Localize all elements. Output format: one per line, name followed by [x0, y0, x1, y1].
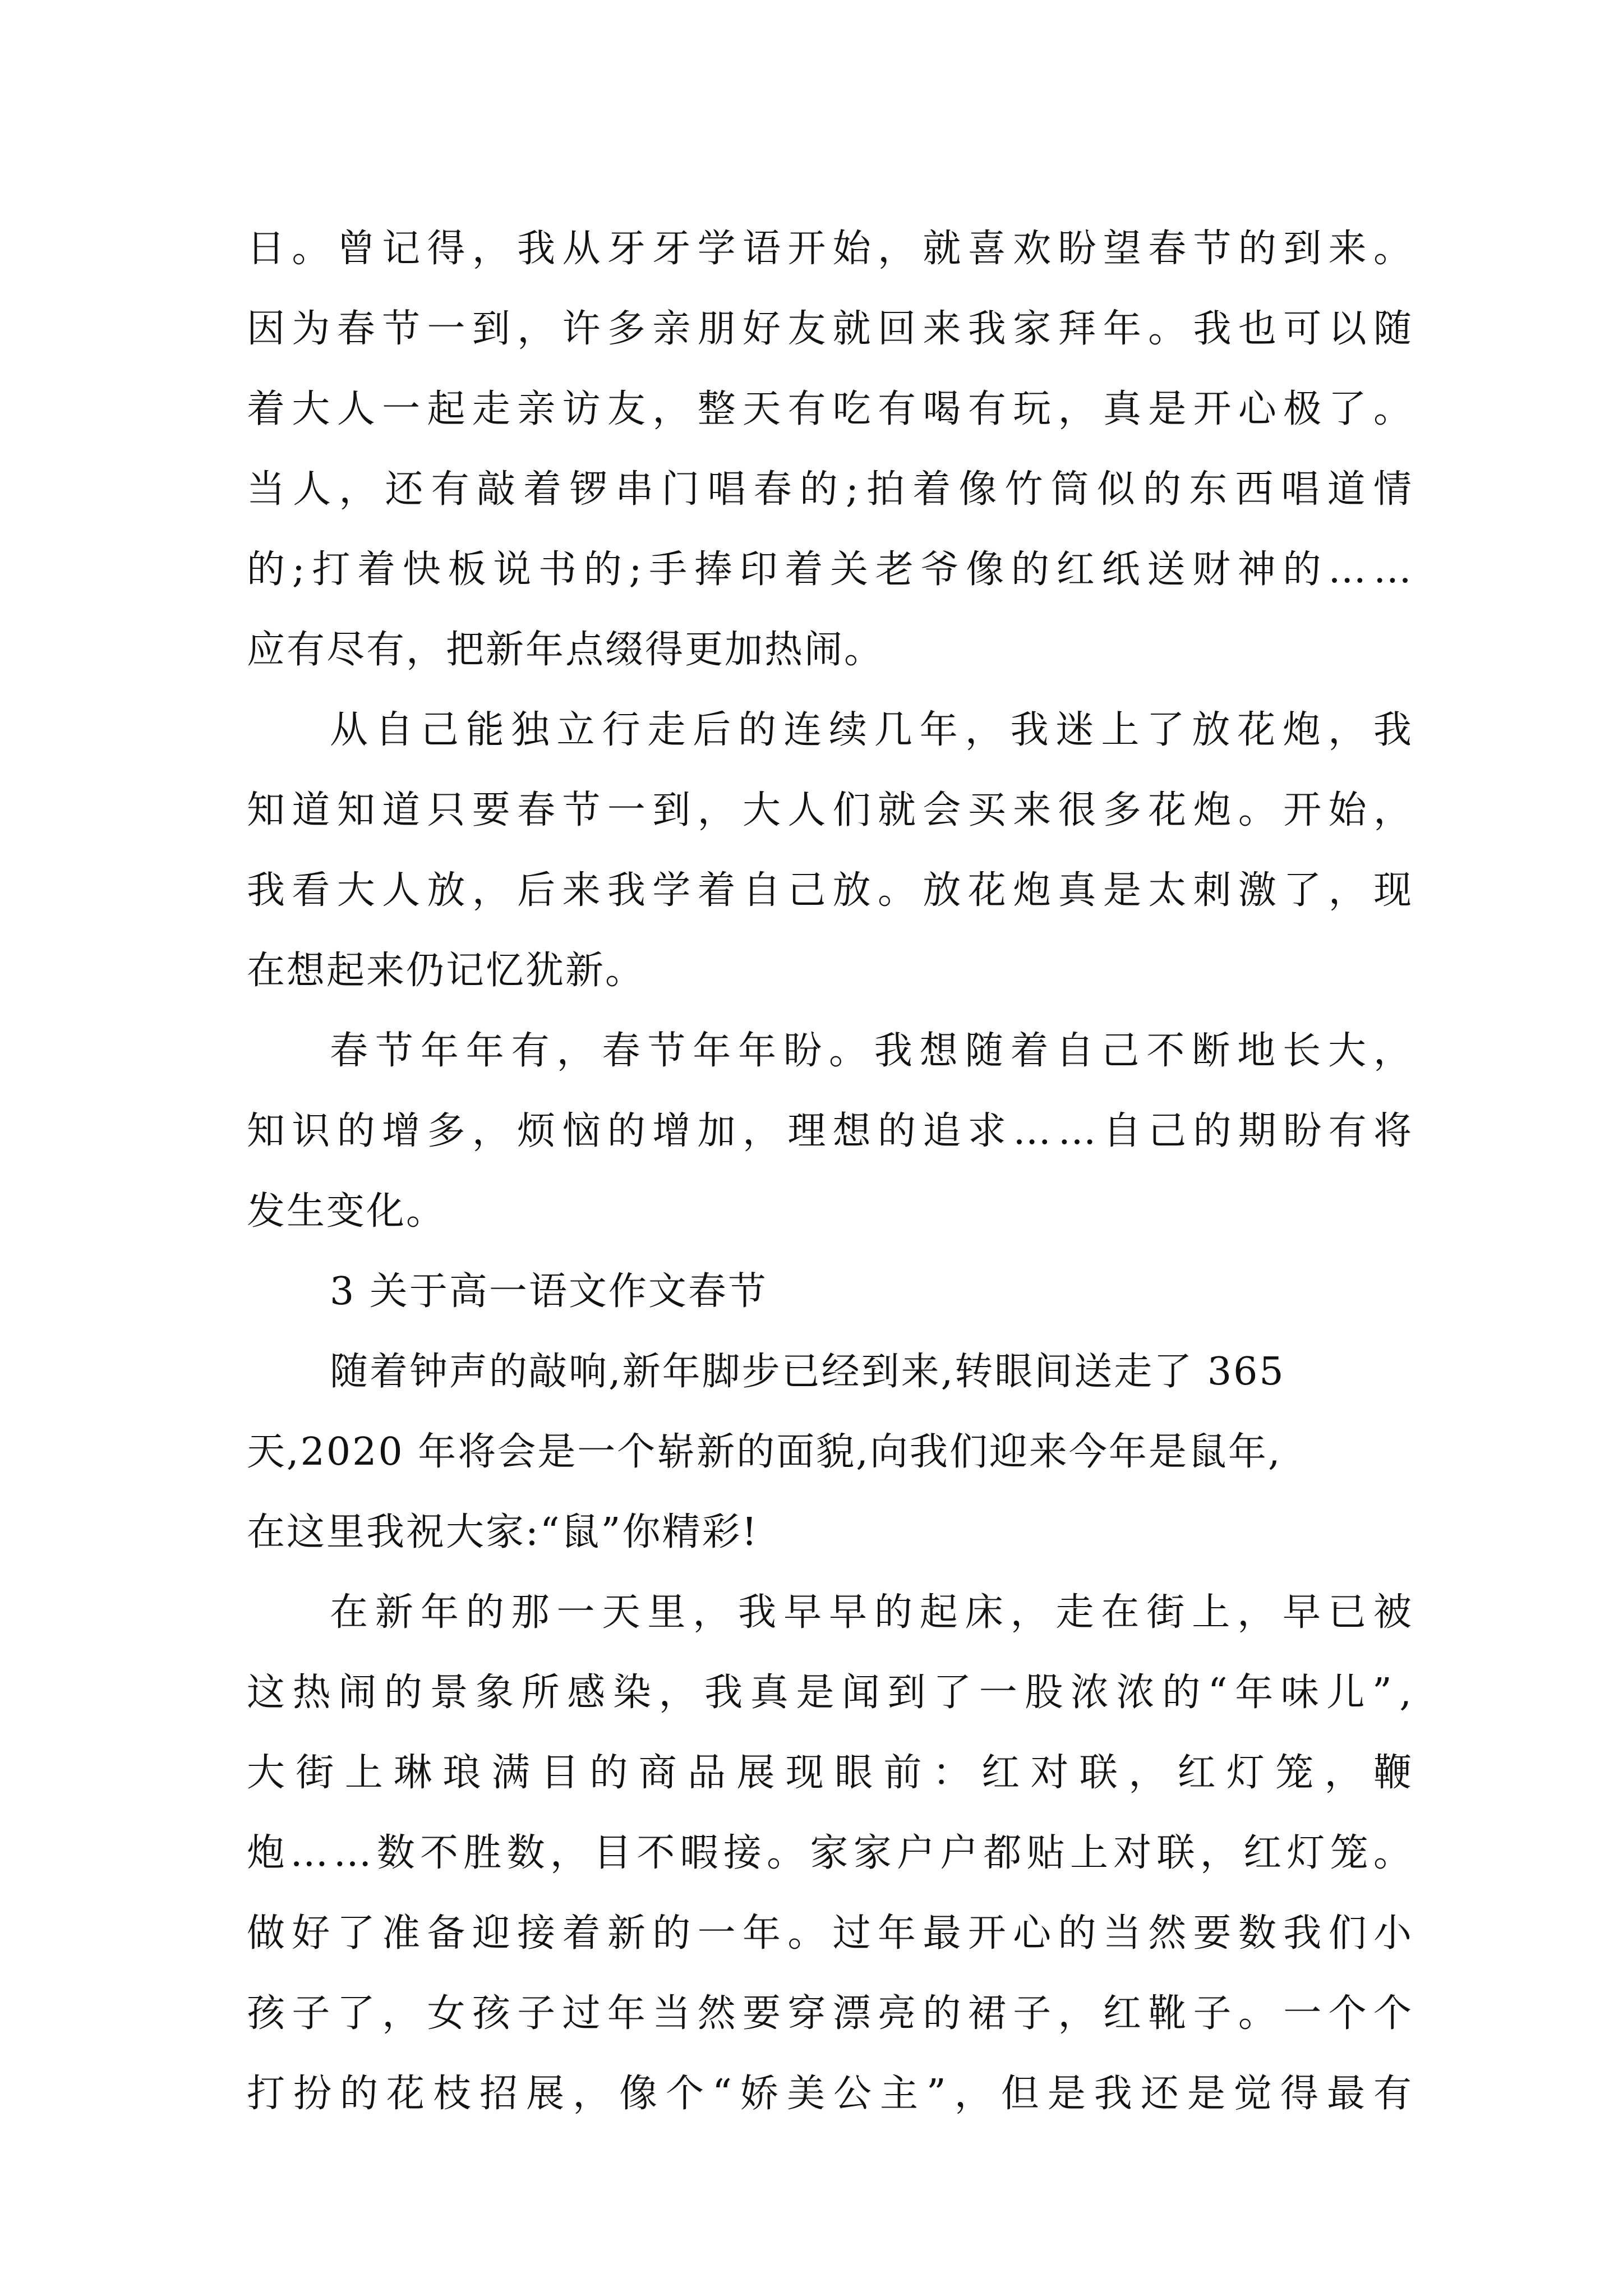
- paragraph: [247, 1572, 1413, 2134]
- text-line: 因 为 春 节 一 到 ， 许 多 亲 朋 好 友 就 回 来 我 家 拜 年 。 我 也 可 以 随: [247, 307, 1413, 351]
- text-line: 炮 … … 数 不 胜 数 ， 目 不 暇 接 。 家 家 户 户 都 贴 上 对 联 ， 红 灯 笼 。: [247, 1831, 1413, 1875]
- document-body: [247, 209, 1413, 2134]
- text-line: 在 新 年 的 那 一 天 里 ， 我 早 早 的 起 床 ， 走 在 街 上 ， 早 已 被: [330, 1590, 1413, 1635]
- paragraph: [247, 209, 1413, 690]
- text-line: 这 热 闹 的 景 象 所 感 染 ， 我 真 是 闻 到 了 一 股 浓 浓 的 “ 年 味 儿 ” ,: [247, 1671, 1413, 1715]
- paragraph: [247, 690, 1413, 1011]
- section-heading: [247, 1251, 1413, 1332]
- text-line: 大 街 上 琳 琅 满 目 的 商 品 展 现 眼 前 ： 红 对 联 ， 红 灯 笼 ， 鞭: [247, 1751, 1413, 1795]
- text-line: 天,2020 年将会是一个崭新的面貌,向我们迎来今年是鼠年,: [247, 1430, 1282, 1474]
- text-line: 知 道 知 道 只 要 春 节 一 到 ， 大 人 们 就 会 买 来 很 多 花 炮 。 开 始 ，: [247, 788, 1413, 832]
- text-line: 打 扮 的 花 枝 招 展 ， 像 个 “ 娇 美 公 主 ” ， 但 是 我 还 是 觉 得 最 有: [247, 2072, 1413, 2116]
- text-line: 随着钟声的敲响,新年脚步已经到来,转眼间送走了 365: [330, 1350, 1285, 1394]
- heading-line: 3 关于高一语文作文春节: [330, 1269, 768, 1314]
- text-line: 在这里我祝大家:“鼠”你精彩!: [247, 1510, 759, 1554]
- text-line: 在想起来仍记忆犹新。: [247, 949, 645, 993]
- text-line: 我 看 大 人 放 ， 后 来 我 学 着 自 己 放 。 放 花 炮 真 是 太 刺 激 了 ， 现: [247, 868, 1413, 913]
- text-line: 发生变化。: [247, 1189, 446, 1234]
- text-line: 当 人 ， 还 有 敲 着 锣 串 门 唱 春 的 ; 拍 着 像 竹 筒 似 的 东 西 唱 道 情: [247, 467, 1413, 512]
- text-line: 春 节 年 年 有 ， 春 节 年 年 盼 。 我 想 随 着 自 己 不 断 地 长 大 ，: [330, 1029, 1413, 1073]
- text-line: 做 好 了 准 备 迎 接 着 新 的 一 年 。 过 年 最 开 心 的 当 然 要 数 我 们 小: [247, 1911, 1413, 1955]
- text-line: 从 自 己 能 独 立 行 走 后 的 连 续 几 年 ， 我 迷 上 了 放 花 炮 ， 我: [330, 708, 1413, 752]
- paragraph: [247, 1011, 1413, 1251]
- text-line: 知 识 的 增 多 ， 烦 恼 的 增 加 ， 理 想 的 追 求 … … 自 己 的 期 盼 有 将: [247, 1109, 1413, 1153]
- text-line: 应有尽有，把新年点缀得更加热闹。: [247, 628, 884, 672]
- text-line: 日 。 曾 记 得 ， 我 从 牙 牙 学 语 开 始 ， 就 喜 欢 盼 望 春 节 的 到 来 。: [247, 227, 1413, 271]
- paragraph: [247, 1332, 1413, 1572]
- text-line: 的 ; 打 着 快 板 说 书 的 ; 手 捧 印 着 关 老 爷 像 的 红 纸 送 财 神 的 … …: [247, 547, 1413, 592]
- text-line: 孩 子 了 ， 女 孩 子 过 年 当 然 要 穿 漂 亮 的 裙 子 ， 红 靴 子 。 一 个 个: [247, 1991, 1413, 2036]
- text-line: 着 大 人 一 起 走 亲 访 友 ， 整 天 有 吃 有 喝 有 玩 ， 真 是 开 心 极 了 。: [247, 387, 1413, 431]
